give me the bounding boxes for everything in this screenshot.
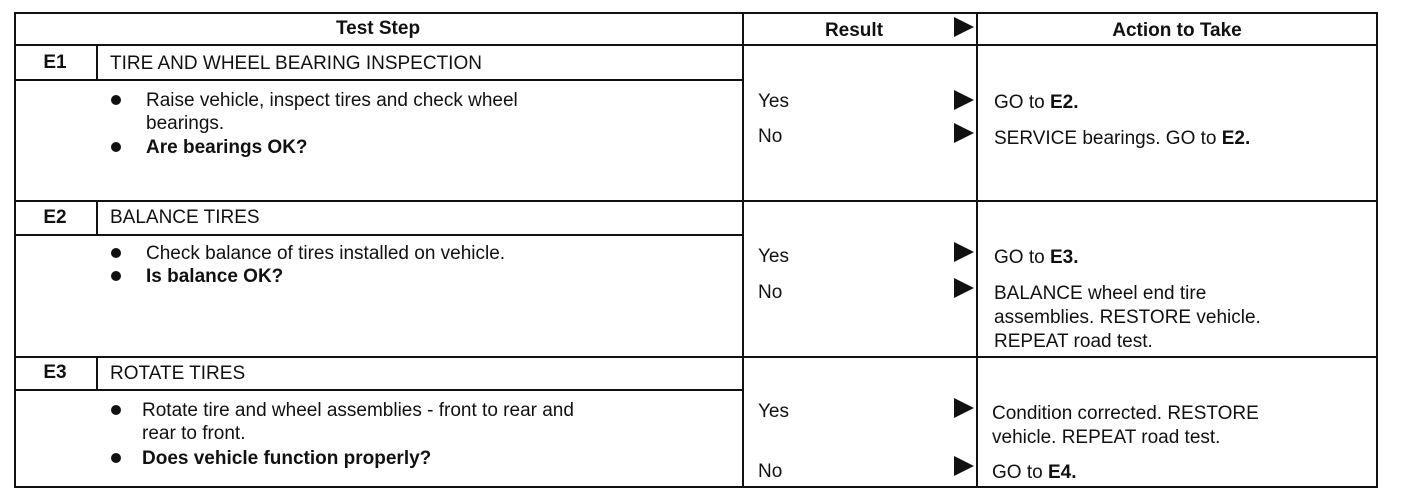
e2-action-no-line-3: REPEAT road test. [994,331,1153,352]
step-title-e3: ROTATE TIRES [110,363,246,384]
header-arrow-icon [954,17,974,37]
e2-id-divider [96,202,98,235]
e3-action-no [992,461,1077,484]
diagnostic-table [14,12,1378,488]
e1-action-yes [994,91,1079,114]
e1-instruction-1-line-1: Raise vehicle, inspect tires and check wheel [146,90,518,111]
e3-result-no: No [758,461,783,482]
header-divider [14,44,1378,46]
bullet-icon [111,271,121,281]
e1-action-no-text: SERVICE bearings. GO to [994,128,1222,149]
e1-action-yes-text: GO to [994,92,1050,113]
step-id-e1: E1 [43,52,67,73]
arrow-right-icon [954,242,974,262]
e2-question: Is balance OK? [146,266,284,287]
e2-action-no-line-2: assemblies. RESTORE vehicle. [994,307,1261,328]
e3-action-no-text: GO to [992,462,1048,483]
bullet-icon [111,142,121,152]
e1-result-yes: Yes [758,91,789,112]
e2-action-yes-text: GO to [994,247,1050,268]
step-id-e2: E2 [43,207,67,228]
header-action: Action to Take [1112,20,1242,41]
e2-instruction-1: Check balance of tires installed on vehicle. [146,243,506,264]
bullet-icon [111,405,121,415]
table-border-right [1376,12,1378,488]
e1-action-yes-ref: E2. [1049,92,1079,113]
e2-action-yes-ref: E3. [1049,247,1079,268]
bullet-icon [111,95,121,105]
header-result: Result [824,20,884,41]
step-title-e2: BALANCE TIRES [110,207,260,228]
header-test-step: Test Step [335,18,421,39]
e3-action-no-ref: E4. [1047,462,1077,483]
arrow-right-icon [954,456,974,476]
e1-row-divider [14,200,1378,202]
e1-title-divider [14,79,744,81]
e1-instruction-1-line-2: bearings. [146,113,225,134]
e3-instruction-1-line-1: Rotate tire and wheel assemblies - front to rear and [142,400,574,421]
bullet-icon [111,453,121,463]
e2-action-yes [994,246,1079,269]
e2-row-divider [14,356,1378,358]
e1-action-no-ref: E2. [1221,128,1251,149]
e3-question: Does vehicle function properly? [142,448,432,469]
e2-result-no: No [758,282,783,303]
bullet-icon [111,248,121,258]
e1-question: Are bearings OK? [146,137,308,158]
step-id-e3: E3 [43,362,67,383]
table-border-bottom [14,486,1378,488]
table-border-top [14,12,1378,14]
arrow-right-icon [954,123,974,143]
e1-id-divider [96,46,98,80]
e2-title-divider [14,234,744,236]
e3-title-divider [14,389,744,391]
arrow-right-icon [954,398,974,418]
e3-id-divider [96,358,98,390]
arrow-right-icon [954,90,974,110]
column-divider-action [976,12,978,488]
column-divider-result [742,12,744,488]
e1-result-no: No [758,126,783,147]
step-title-e1: TIRE AND WHEEL BEARING INSPECTION [110,53,482,74]
e2-result-yes: Yes [758,246,789,267]
e3-result-yes: Yes [758,401,789,422]
e2-action-no-line-1: BALANCE wheel end tire [994,283,1207,304]
e3-instruction-1-line-2: rear to front. [142,423,246,444]
arrow-right-icon [954,278,974,298]
table-border-left [14,12,16,488]
e3-action-yes-line-1: Condition corrected. RESTORE [992,403,1259,424]
e1-action-no [994,127,1250,150]
e3-action-yes-line-2: vehicle. REPEAT road test. [992,427,1221,448]
